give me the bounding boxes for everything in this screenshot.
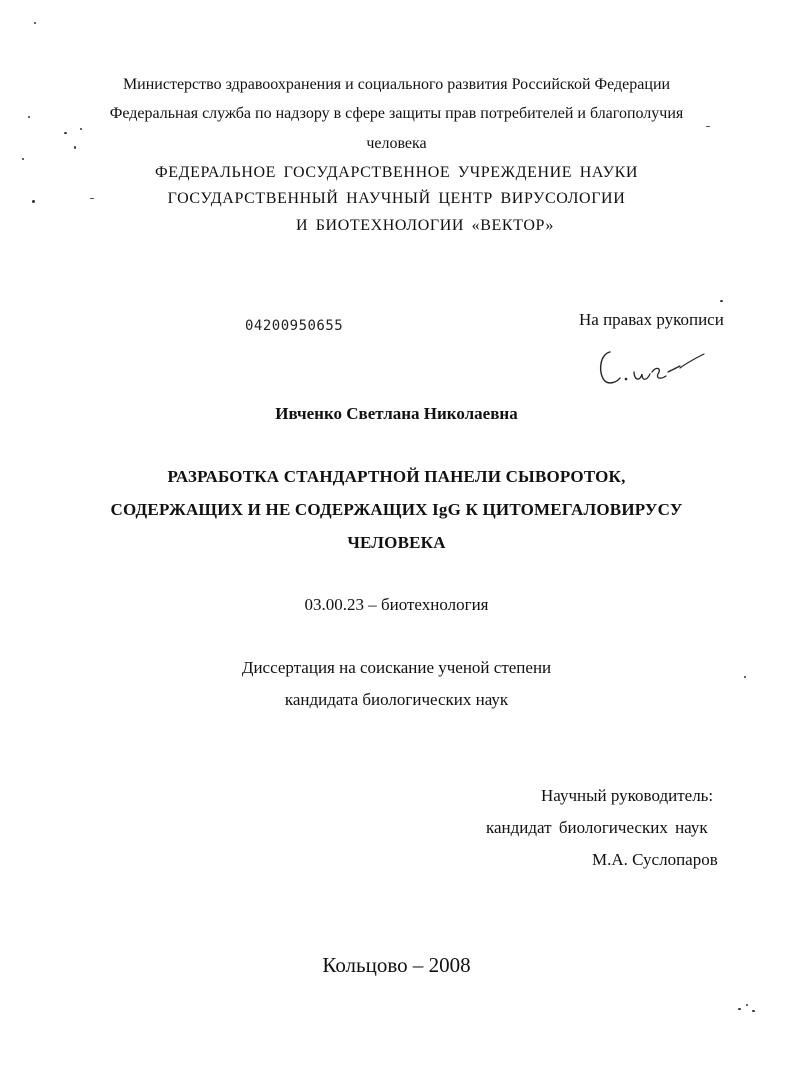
- title-line-2: СОДЕРЖАЩИХ И НЕ СОДЕРЖАЩИХ IgG К ЦИТОМЕГАЛОВИРУСУ: [110, 500, 683, 519]
- scan-speck: [90, 198, 94, 199]
- scan-speck: [738, 1008, 741, 1010]
- scan-speck: [64, 132, 67, 134]
- title-line-1: РАЗРАБОТКА СТАНДАРТНОЙ ПАНЕЛИ СЫВОРОТОК,: [167, 467, 626, 486]
- advisor-label: Научный руководитель:: [541, 786, 714, 805]
- scan-speck: [752, 1010, 755, 1012]
- scan-speck: [706, 126, 710, 127]
- signature: [596, 342, 706, 390]
- title-line-3: ЧЕЛОВЕКА: [347, 533, 446, 552]
- ministry-line: Министерство здравоохранения и социального развития Российской Федерации: [122, 76, 671, 93]
- degree-line-1: Диссертация на соискание ученой степени: [241, 658, 552, 677]
- scan-speck: [80, 128, 82, 130]
- inventory-number: 04200950655: [245, 318, 344, 334]
- manuscript-rights: На правах рукописи: [579, 310, 724, 329]
- degree-line-2: кандидата биологических наук: [284, 690, 509, 709]
- scan-speck: [28, 116, 30, 118]
- service-line-1: Федеральная служба по надзору в сфере защиты прав потребителей и благополучия: [109, 105, 684, 122]
- author-name: Ивченко Светлана Николаевна: [275, 404, 518, 423]
- institution-line-2: ГОСУДАРСТВЕННЫЙ НАУЧНЫЙ ЦЕНТР ВИРУСОЛОГИИ: [167, 190, 626, 207]
- scan-speck: [34, 22, 36, 24]
- advisor-degree: кандидат биологических наук: [486, 818, 708, 837]
- scan-speck: [74, 146, 76, 149]
- scan-speck: [744, 676, 746, 678]
- scan-speck: [720, 300, 723, 302]
- scan-speck: [32, 200, 35, 203]
- advisor-name: М.А. Суслопаров: [592, 850, 718, 869]
- service-line-2: человека: [366, 135, 427, 152]
- institution-line-3: И БИОТЕХНОЛОГИИ «ВЕКТОР»: [296, 217, 554, 234]
- place-year: Кольцово – 2008: [322, 953, 471, 977]
- scan-speck: [22, 158, 24, 160]
- institution-line-1: ФЕДЕРАЛЬНОЕ ГОСУДАРСТВЕННОЕ УЧРЕЖДЕНИЕ НАУКИ: [154, 164, 639, 181]
- specialty: 03.00.23 – биотехнология: [304, 595, 489, 614]
- scan-speck: [746, 1004, 748, 1006]
